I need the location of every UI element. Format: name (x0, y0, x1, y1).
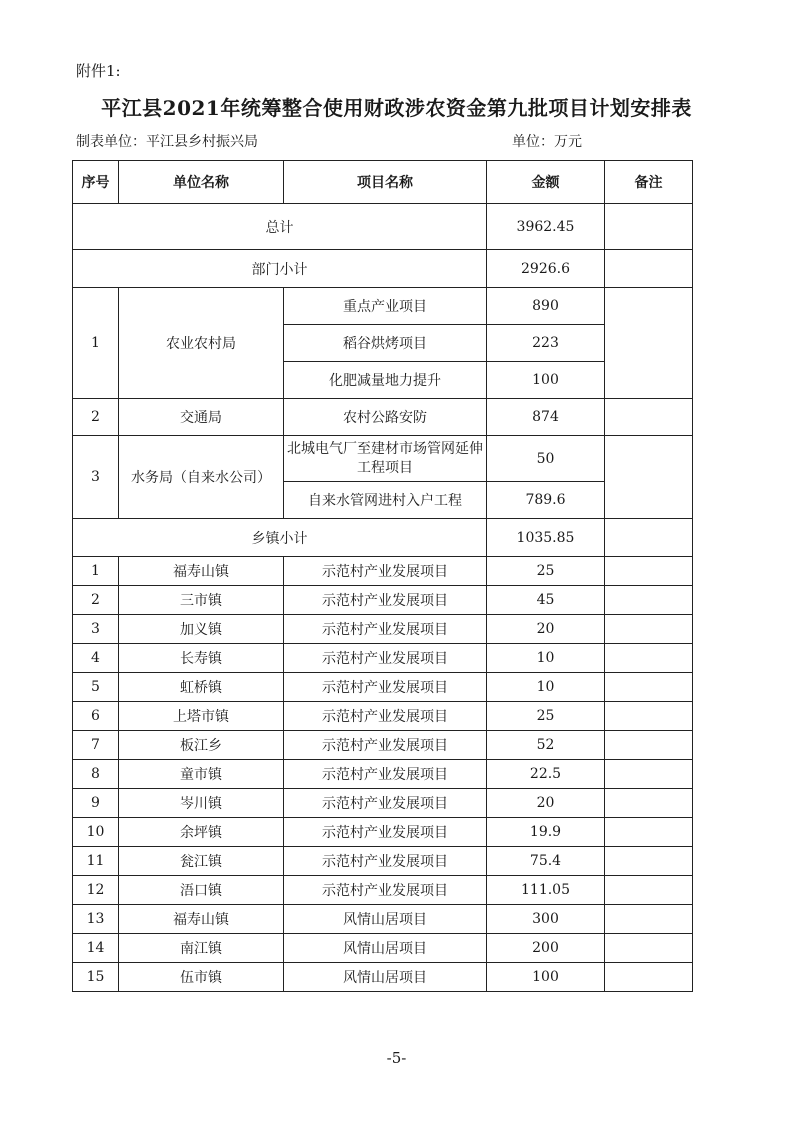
town-unit-name: 上塔市镇 (119, 702, 284, 731)
town-project-amount: 20 (487, 789, 605, 818)
town-seq: 15 (73, 963, 119, 992)
town-seq: 13 (73, 905, 119, 934)
town-project-amount: 10 (487, 673, 605, 702)
dept-seq: 3 (73, 436, 119, 519)
town-subtotal-remark (605, 519, 693, 557)
town-project-amount: 300 (487, 905, 605, 934)
town-remark (605, 644, 693, 673)
town-project-name: 示范村产业发展项目 (284, 615, 487, 644)
dept-project-amount: 100 (487, 362, 605, 399)
town-remark (605, 586, 693, 615)
town-unit-name: 童市镇 (119, 760, 284, 789)
town-remark (605, 876, 693, 905)
town-seq: 5 (73, 673, 119, 702)
town-project-amount: 25 (487, 702, 605, 731)
town-project-name: 示范村产业发展项目 (284, 760, 487, 789)
town-project-amount: 52 (487, 731, 605, 760)
dept-project-name: 农村公路安防 (284, 399, 487, 436)
header-project: 项目名称 (284, 161, 487, 204)
town-project-amount: 200 (487, 934, 605, 963)
total-row (73, 204, 693, 250)
dept-subtotal-row (73, 250, 693, 288)
dept-seq: 1 (73, 288, 119, 399)
town-project-name: 示范村产业发展项目 (284, 876, 487, 905)
dept-remark (605, 399, 693, 436)
town-unit-name: 长寿镇 (119, 644, 284, 673)
town-project-amount: 100 (487, 963, 605, 992)
dept-project-amount: 789.6 (487, 482, 605, 519)
town-seq: 10 (73, 818, 119, 847)
town-remark (605, 557, 693, 586)
town-row (73, 586, 693, 615)
town-project-name: 示范村产业发展项目 (284, 789, 487, 818)
town-project-amount: 25 (487, 557, 605, 586)
town-unit-name: 岑川镇 (119, 789, 284, 818)
town-project-name: 示范村产业发展项目 (284, 702, 487, 731)
page-number: -5- (386, 1049, 407, 1067)
dept-project-amount: 50 (487, 436, 605, 482)
dept-project-name: 稻谷烘烤项目 (284, 325, 487, 362)
dept-project-amount: 223 (487, 325, 605, 362)
town-unit-name: 瓮江镇 (119, 847, 284, 876)
town-row (73, 731, 693, 760)
attachment-label: 附件1: (76, 62, 121, 80)
town-seq: 8 (73, 760, 119, 789)
town-project-amount: 22.5 (487, 760, 605, 789)
town-row (73, 760, 693, 789)
town-project-name: 示范村产业发展项目 (284, 673, 487, 702)
dept-subtotal-label: 部门小计 (73, 250, 487, 288)
town-seq: 9 (73, 789, 119, 818)
town-row (73, 557, 693, 586)
town-row (73, 702, 693, 731)
document-title: 平江县2021年统筹整合使用财政涉农资金第九批项目计划安排表 (101, 96, 692, 120)
town-project-name: 示范村产业发展项目 (284, 586, 487, 615)
currency-unit: 单位：万元 (512, 134, 582, 150)
town-remark (605, 963, 693, 992)
town-remark (605, 673, 693, 702)
town-seq: 12 (73, 876, 119, 905)
town-project-name: 风情山居项目 (284, 963, 487, 992)
town-remark (605, 847, 693, 876)
town-remark (605, 818, 693, 847)
town-seq: 11 (73, 847, 119, 876)
town-row (73, 934, 693, 963)
town-row (73, 673, 693, 702)
dept-project-amount: 874 (487, 399, 605, 436)
town-seq: 4 (73, 644, 119, 673)
town-project-amount: 10 (487, 644, 605, 673)
dept-seq: 2 (73, 399, 119, 436)
town-remark (605, 615, 693, 644)
town-remark (605, 934, 693, 963)
town-seq: 7 (73, 731, 119, 760)
town-row (73, 644, 693, 673)
town-project-name: 风情山居项目 (284, 905, 487, 934)
dept-row (73, 288, 693, 325)
total-label: 总计 (73, 204, 487, 250)
project-plan-table (72, 160, 693, 992)
total-remark (605, 204, 693, 250)
town-remark (605, 760, 693, 789)
header-seq: 序号 (73, 161, 119, 204)
town-unit-name: 余坪镇 (119, 818, 284, 847)
town-seq: 14 (73, 934, 119, 963)
dept-unit-name: 水务局（自来水公司） (119, 436, 284, 519)
town-unit-name: 福寿山镇 (119, 557, 284, 586)
header-unit-name: 单位名称 (119, 161, 284, 204)
dept-row (73, 436, 693, 482)
town-row (73, 876, 693, 905)
town-unit-name: 加义镇 (119, 615, 284, 644)
town-seq: 1 (73, 557, 119, 586)
town-subtotal-amount: 1035.85 (487, 519, 605, 557)
dept-project-name: 重点产业项目 (284, 288, 487, 325)
town-project-amount: 45 (487, 586, 605, 615)
town-unit-name: 南江镇 (119, 934, 284, 963)
total-amount: 3962.45 (487, 204, 605, 250)
town-project-name: 示范村产业发展项目 (284, 557, 487, 586)
header-remark: 备注 (605, 161, 693, 204)
town-project-amount: 20 (487, 615, 605, 644)
dept-subtotal-amount: 2926.6 (487, 250, 605, 288)
town-remark (605, 731, 693, 760)
town-row (73, 905, 693, 934)
town-unit-name: 三市镇 (119, 586, 284, 615)
town-row (73, 615, 693, 644)
town-project-name: 示范村产业发展项目 (284, 847, 487, 876)
town-unit-name: 浯口镇 (119, 876, 284, 905)
town-unit-name: 虹桥镇 (119, 673, 284, 702)
dept-subtotal-remark (605, 250, 693, 288)
town-row (73, 818, 693, 847)
town-seq: 6 (73, 702, 119, 731)
town-unit-name: 福寿山镇 (119, 905, 284, 934)
dept-unit-name: 农业农村局 (119, 288, 284, 399)
dept-project-amount: 890 (487, 288, 605, 325)
table-body (73, 161, 693, 992)
town-project-name: 示范村产业发展项目 (284, 731, 487, 760)
town-remark (605, 702, 693, 731)
header-row (73, 161, 693, 204)
town-project-name: 风情山居项目 (284, 934, 487, 963)
town-project-amount: 75.4 (487, 847, 605, 876)
dept-row (73, 399, 693, 436)
town-row (73, 789, 693, 818)
town-remark (605, 789, 693, 818)
town-project-amount: 111.05 (487, 876, 605, 905)
town-project-amount: 19.9 (487, 818, 605, 847)
town-unit-name: 伍市镇 (119, 963, 284, 992)
town-project-name: 示范村产业发展项目 (284, 818, 487, 847)
maker-unit: 制表单位：平江县乡村振兴局 (76, 134, 258, 150)
town-row (73, 847, 693, 876)
town-project-name: 示范村产业发展项目 (284, 644, 487, 673)
town-remark (605, 905, 693, 934)
dept-unit-name: 交通局 (119, 399, 284, 436)
header-amount: 金额 (487, 161, 605, 204)
town-unit-name: 板江乡 (119, 731, 284, 760)
town-row (73, 963, 693, 992)
dept-project-name: 北城电气厂至建材市场管网延伸工程项目 (284, 436, 487, 482)
town-seq: 3 (73, 615, 119, 644)
town-subtotal-label: 乡镇小计 (73, 519, 487, 557)
town-subtotal-row (73, 519, 693, 557)
dept-remark (605, 436, 693, 519)
dept-project-name: 化肥减量地力提升 (284, 362, 487, 399)
town-seq: 2 (73, 586, 119, 615)
dept-remark (605, 288, 693, 399)
dept-project-name: 自来水管网进村入户工程 (284, 482, 487, 519)
